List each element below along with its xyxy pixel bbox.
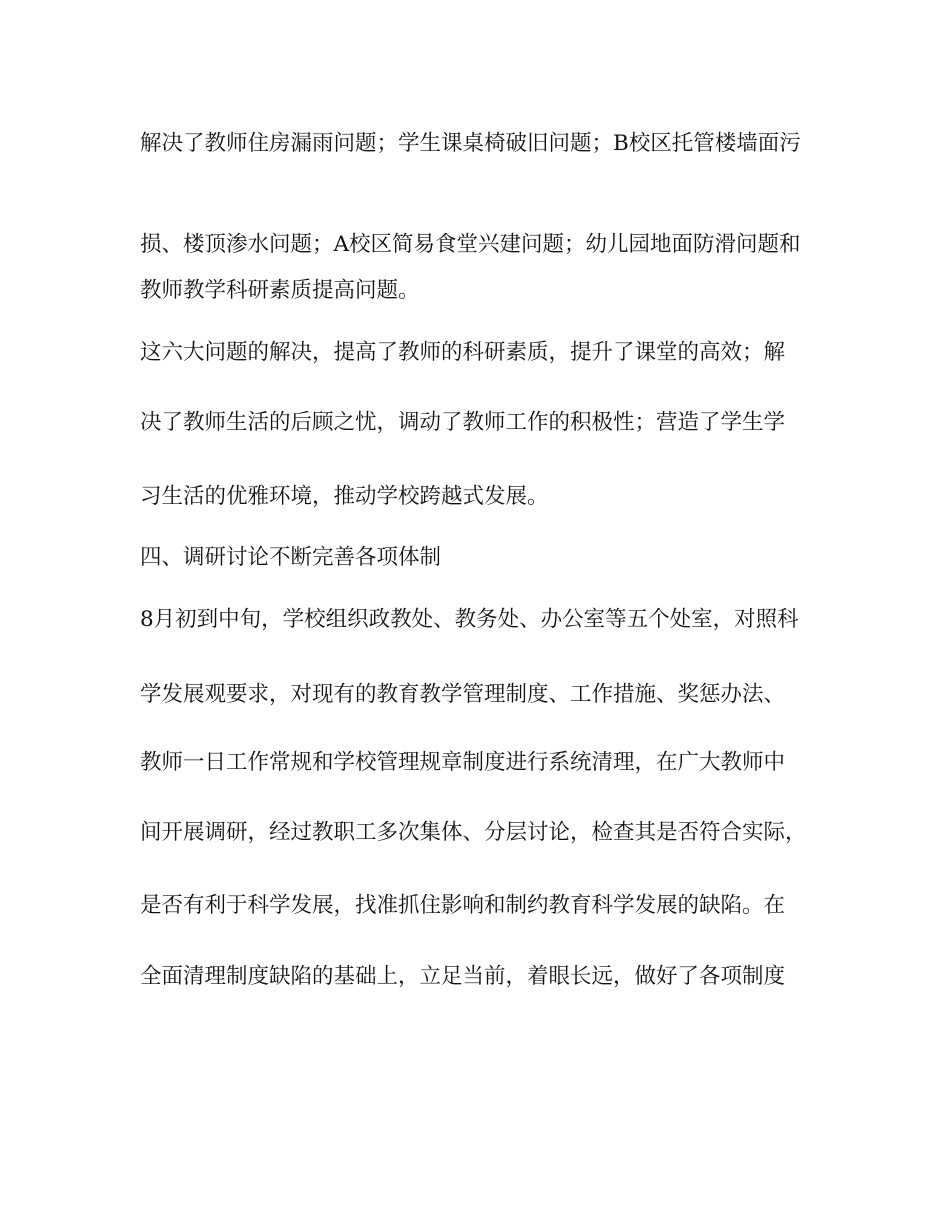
text-line: 教师一日工作常规和学校管理规章制度进行系统清理，在广大教师中 bbox=[140, 750, 786, 775]
text-line: 习生活的优雅环境，推动学校跨越式发展。 bbox=[140, 484, 549, 509]
text-line: 是否有利于科学发展，找准抓住影响和制约教育科学发展的缺陷。在 bbox=[140, 893, 786, 918]
text-line: 损、楼顶渗水问题；A校区简易食堂兴建问题；幼儿园地面防滑问题和 bbox=[140, 232, 801, 257]
text-line: 决了教师生活的后顾之忧，调动了教师工作的积极性；营造了学生学 bbox=[140, 410, 786, 435]
text-line: 8月初到中旬，学校组织政教处、教务处、办公室等五个处室，对照科 bbox=[140, 607, 799, 632]
text-line: 教师教学科研素质提高问题。 bbox=[140, 278, 420, 303]
text-line: 间开展调研，经过教职工多次集体、分层讨论，检查其是否符合实际， bbox=[140, 820, 807, 845]
section-heading: 四、调研讨论不断完善各项体制 bbox=[140, 545, 442, 570]
text-line: 全面清理制度缺陷的基础上，立足当前，着眼长远，做好了各项制度 bbox=[140, 964, 786, 989]
text-line: 学发展观要求，对现有的教育教学管理制度、工作措施、奖惩办法、 bbox=[140, 682, 786, 707]
text-line: 这六大问题的解决，提高了教师的科研素质，提升了课堂的高效；解 bbox=[140, 340, 786, 365]
text-line: 解决了教师住房漏雨问题；学生课桌椅破旧问题；B校区托管楼墙面污 bbox=[140, 131, 801, 156]
